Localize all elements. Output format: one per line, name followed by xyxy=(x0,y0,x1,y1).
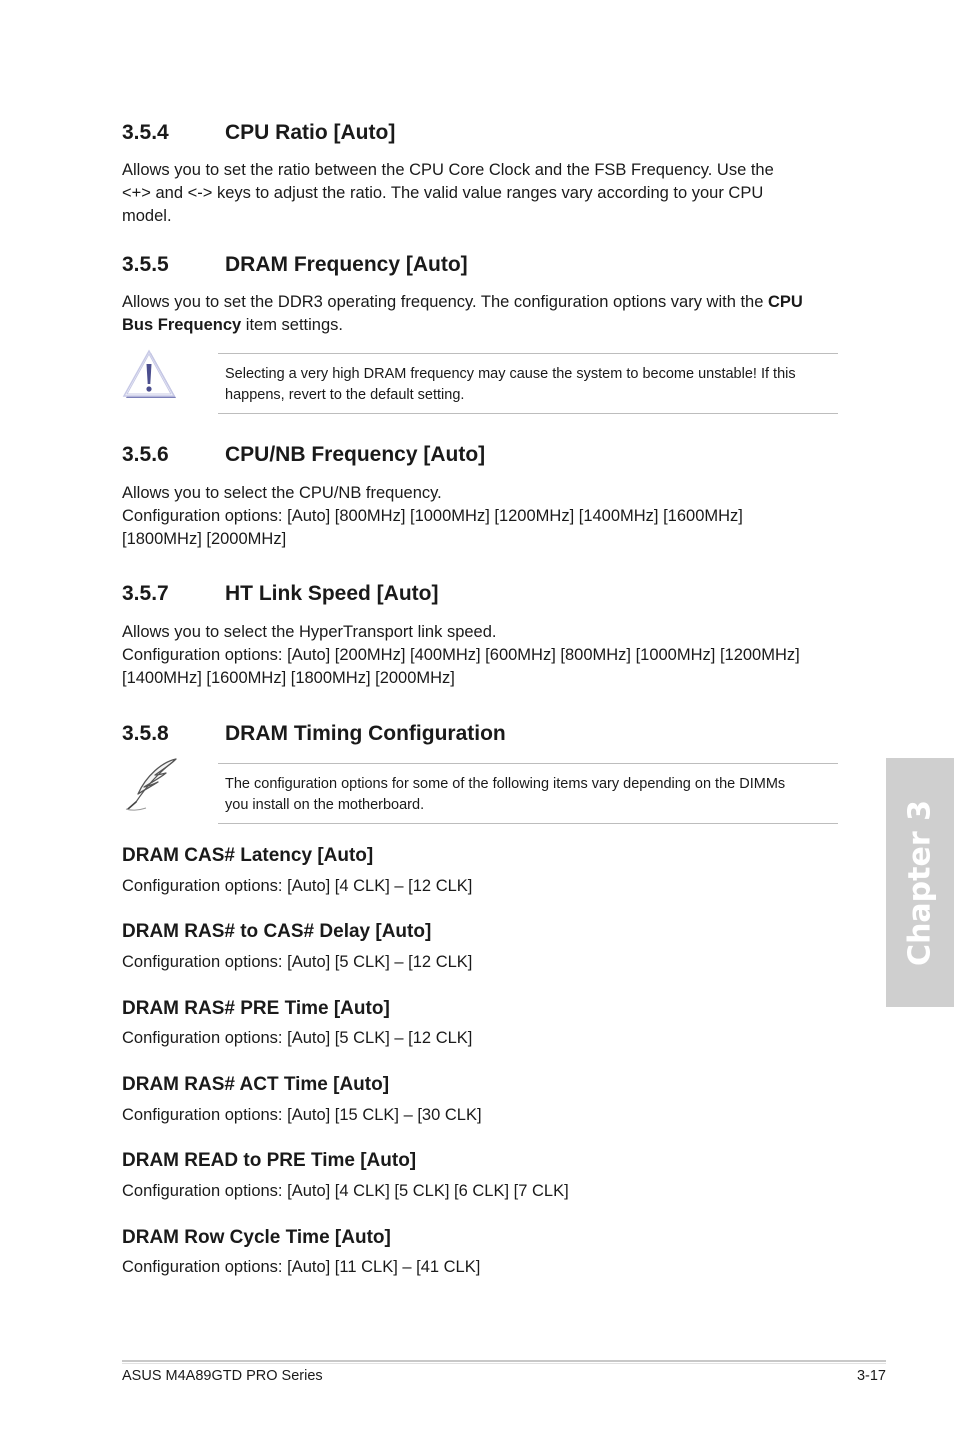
item-title: DRAM READ to PRE Time [Auto] xyxy=(122,1150,417,1171)
section-body-3-5-5 xyxy=(122,291,842,337)
note-box xyxy=(218,763,838,824)
body-line: Allows you to select the CPU/NB frequency. xyxy=(122,484,442,502)
section-title: HT Link Speed [Auto] xyxy=(225,582,439,605)
chapter-tab-label: Chapter 3 xyxy=(902,799,938,966)
item-options: Configuration options: [Auto] [4 CLK] – [12 CLK] xyxy=(122,877,473,895)
body-bold-text: Bus Frequency xyxy=(122,316,242,334)
caution-line: happens, revert to the default setting. xyxy=(225,387,465,403)
section-heading-3-5-8 xyxy=(122,722,622,748)
item-title: DRAM CAS# Latency [Auto] xyxy=(122,845,374,866)
section-number: 3.5.6 xyxy=(122,443,169,466)
section-number: 3.5.8 xyxy=(122,722,169,745)
body-line xyxy=(122,291,842,314)
item-title: DRAM RAS# PRE Time [Auto] xyxy=(122,998,390,1019)
body-line: [1800MHz] [2000MHz] xyxy=(122,530,287,548)
body-line: [1400MHz] [1600MHz] [1800MHz] [2000MHz] xyxy=(122,669,455,687)
body-line: <+> and <-> keys to adjust the ratio. The valid value ranges vary according to your CPU xyxy=(122,184,764,202)
body-line: model. xyxy=(122,207,172,225)
section-number: 3.5.4 xyxy=(122,121,169,144)
item-options: Configuration options: [Auto] [5 CLK] – [12 CLK] xyxy=(122,953,473,971)
footer-product-name: ASUS M4A89GTD PRO Series xyxy=(122,1368,323,1384)
warning-triangle-icon xyxy=(122,348,178,402)
section-body-3-5-7 xyxy=(122,621,842,690)
section-number: 3.5.5 xyxy=(122,253,169,276)
section-number: 3.5.7 xyxy=(122,582,169,605)
caution-box xyxy=(218,353,838,414)
section-heading-3-5-7 xyxy=(122,582,622,608)
section-body-3-5-6 xyxy=(122,482,842,551)
body-line: Allows you to set the ratio between the CPU Core Clock and the FSB Frequency. Use the xyxy=(122,161,774,179)
section-heading-3-5-6 xyxy=(122,443,622,469)
section-title: DRAM Timing Configuration xyxy=(225,722,506,745)
item-title: DRAM RAS# to CAS# Delay [Auto] xyxy=(122,921,432,942)
body-line: Configuration options: [Auto] [200MHz] [400MHz] [600MHz] [800MHz] [1000MHz] [1200MHz] xyxy=(122,646,800,664)
section-title: CPU Ratio [Auto] xyxy=(225,121,396,144)
body-line: Configuration options: [Auto] [800MHz] [1000MHz] [1200MHz] [1400MHz] [1600MHz] xyxy=(122,507,743,525)
body-text: item settings. xyxy=(241,316,343,334)
item-options: Configuration options: [Auto] [4 CLK] [5 CLK] [6 CLK] [7 CLK] xyxy=(122,1182,569,1200)
chapter-tab xyxy=(886,758,954,1007)
item-title: DRAM RAS# ACT Time [Auto] xyxy=(122,1074,390,1095)
section-heading-3-5-4 xyxy=(122,121,622,147)
body-line: Allows you to select the HyperTransport link speed. xyxy=(122,623,497,641)
section-body-3-5-4 xyxy=(122,159,842,228)
item-options: Configuration options: [Auto] [11 CLK] – [41 CLK] xyxy=(122,1258,481,1276)
caution-line: Selecting a very high DRAM frequency may cause the system to become unstable! If this xyxy=(225,366,796,382)
note-line: you install on the motherboard. xyxy=(225,797,425,813)
item-options: Configuration options: [Auto] [5 CLK] – [12 CLK] xyxy=(122,1029,473,1047)
body-line xyxy=(122,314,842,337)
section-title: DRAM Frequency [Auto] xyxy=(225,253,468,276)
footer-page-number: 3-17 xyxy=(856,1368,886,1384)
note-text xyxy=(225,774,785,816)
footer-divider-shadow xyxy=(122,1363,886,1364)
body-bold-text: CPU xyxy=(768,293,803,311)
caution-text xyxy=(225,364,796,406)
quill-pen-icon xyxy=(122,756,182,814)
section-heading-3-5-5 xyxy=(122,253,622,279)
footer-divider xyxy=(122,1360,886,1362)
item-title: DRAM Row Cycle Time [Auto] xyxy=(122,1227,391,1248)
item-options: Configuration options: [Auto] [15 CLK] – [30 CLK] xyxy=(122,1106,482,1124)
section-title: CPU/NB Frequency [Auto] xyxy=(225,443,486,466)
body-text: Allows you to set the DDR3 operating frequency. The configuration options vary with the xyxy=(122,293,768,311)
note-line: The configuration options for some of the following items vary depending on the DIMMs xyxy=(225,776,786,792)
